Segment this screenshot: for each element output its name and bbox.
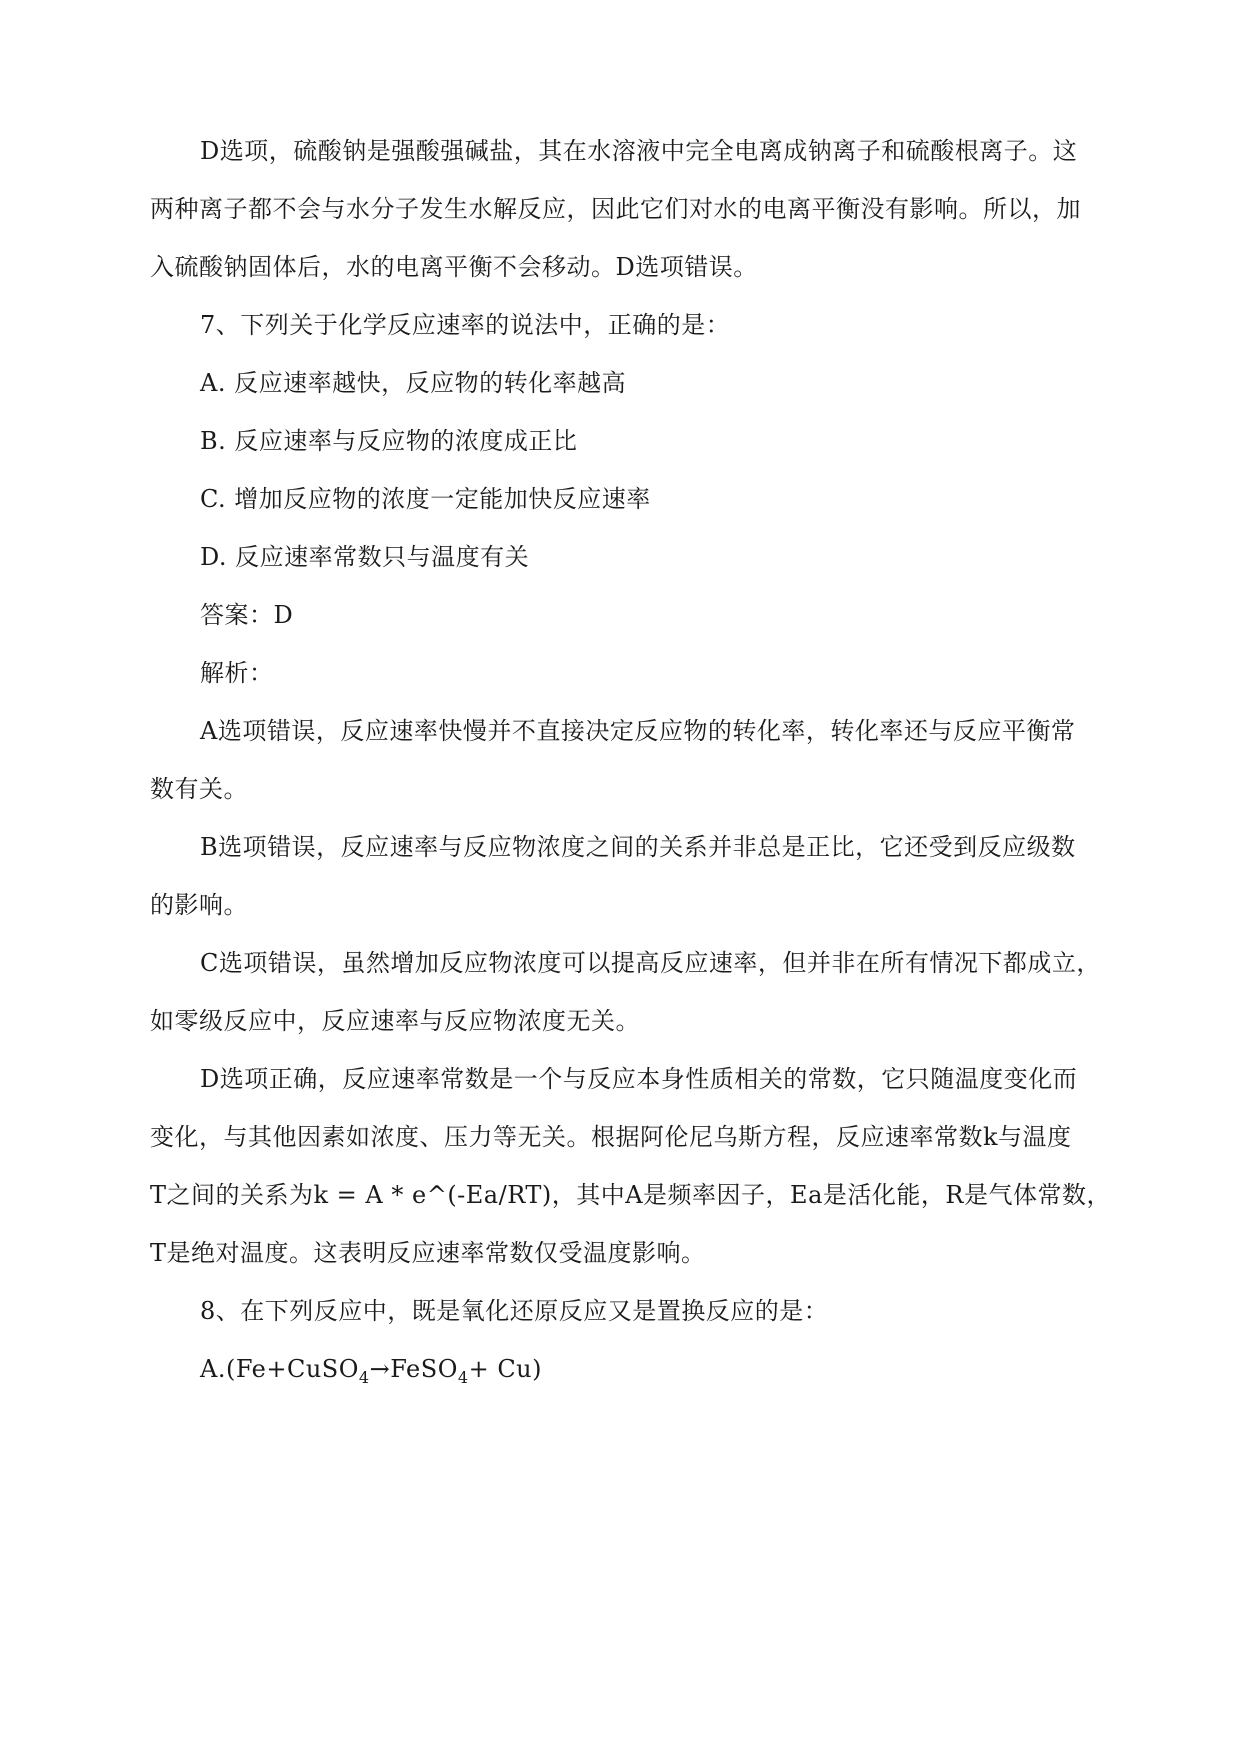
question-8-option-a (200, 1354, 542, 1393)
question-7-option-d: D. 反应速率常数只与温度有关 (200, 543, 530, 571)
explanation-c-line-2: 如零级反应中，反应速率与反应物浓度无关。 (150, 1007, 640, 1035)
explanation-d-line-3: T之间的关系为k = A * e^(-Ea/RT)，其中A是频率因子，Ea是活化能，R是气体常数， (150, 1181, 1111, 1209)
prev-explanation-d-line-3: 入硫酸钠固体后，水的电离平衡不会移动。D选项错误。 (150, 253, 758, 281)
q8-option-a-prefix: A.(Fe+CuSO (200, 1355, 359, 1383)
question-8-stem: 8、在下列反应中，既是氧化还原反应又是置换反应的是： (200, 1297, 829, 1325)
question-7-option-c: C. 增加反应物的浓度一定能加快反应速率 (200, 485, 651, 513)
question-7-analysis-label: 解析： (200, 659, 274, 687)
q8-option-a-subscript-2: 4 (457, 1368, 469, 1387)
explanation-c-line-1: C选项错误，虽然增加反应物浓度可以提高反应速率，但并非在所有情况下都成立， (200, 949, 1101, 977)
explanation-a-line-2: 数有关。 (150, 775, 248, 803)
question-7-answer: 答案：D (200, 601, 294, 629)
explanation-b-line-1: B选项错误，反应速率与反应物浓度之间的关系并非总是正比，它还受到反应级数 (200, 833, 1076, 861)
explanation-a-line-1: A选项错误，反应速率快慢并不直接决定反应物的转化率，转化率还与反应平衡常 (200, 717, 1076, 745)
q8-option-a-middle: →FeSO (369, 1355, 458, 1383)
q8-option-a-suffix: + Cu) (468, 1355, 542, 1383)
q8-option-a-subscript-1: 4 (358, 1368, 370, 1387)
explanation-d-line-4: T是绝对温度。这表明反应速率常数仅受温度影响。 (150, 1239, 706, 1267)
explanation-d-line-1: D选项正确，反应速率常数是一个与反应本身性质相关的常数，它只随温度变化而 (200, 1065, 1078, 1093)
explanation-b-line-2: 的影响。 (150, 891, 248, 919)
explanation-d-line-2: 变化，与其他因素如浓度、压力等无关。根据阿伦尼乌斯方程，反应速率常数k与温度 (150, 1123, 1072, 1151)
prev-explanation-d-line-1: D选项，硫酸钠是强酸强碱盐，其在水溶液中完全电离成钠离子和硫酸根离子。这 (200, 137, 1078, 165)
prev-explanation-d-line-2: 两种离子都不会与水分子发生水解反应，因此它们对水的电离平衡没有影响。所以，加 (150, 195, 1081, 223)
question-7-option-b: B. 反应速率与反应物的浓度成正比 (200, 427, 578, 455)
question-7-stem: 7、下列关于化学反应速率的说法中，正确的是： (200, 311, 731, 339)
question-7-option-a: A. 反应速率越快，反应物的转化率越高 (200, 369, 627, 397)
